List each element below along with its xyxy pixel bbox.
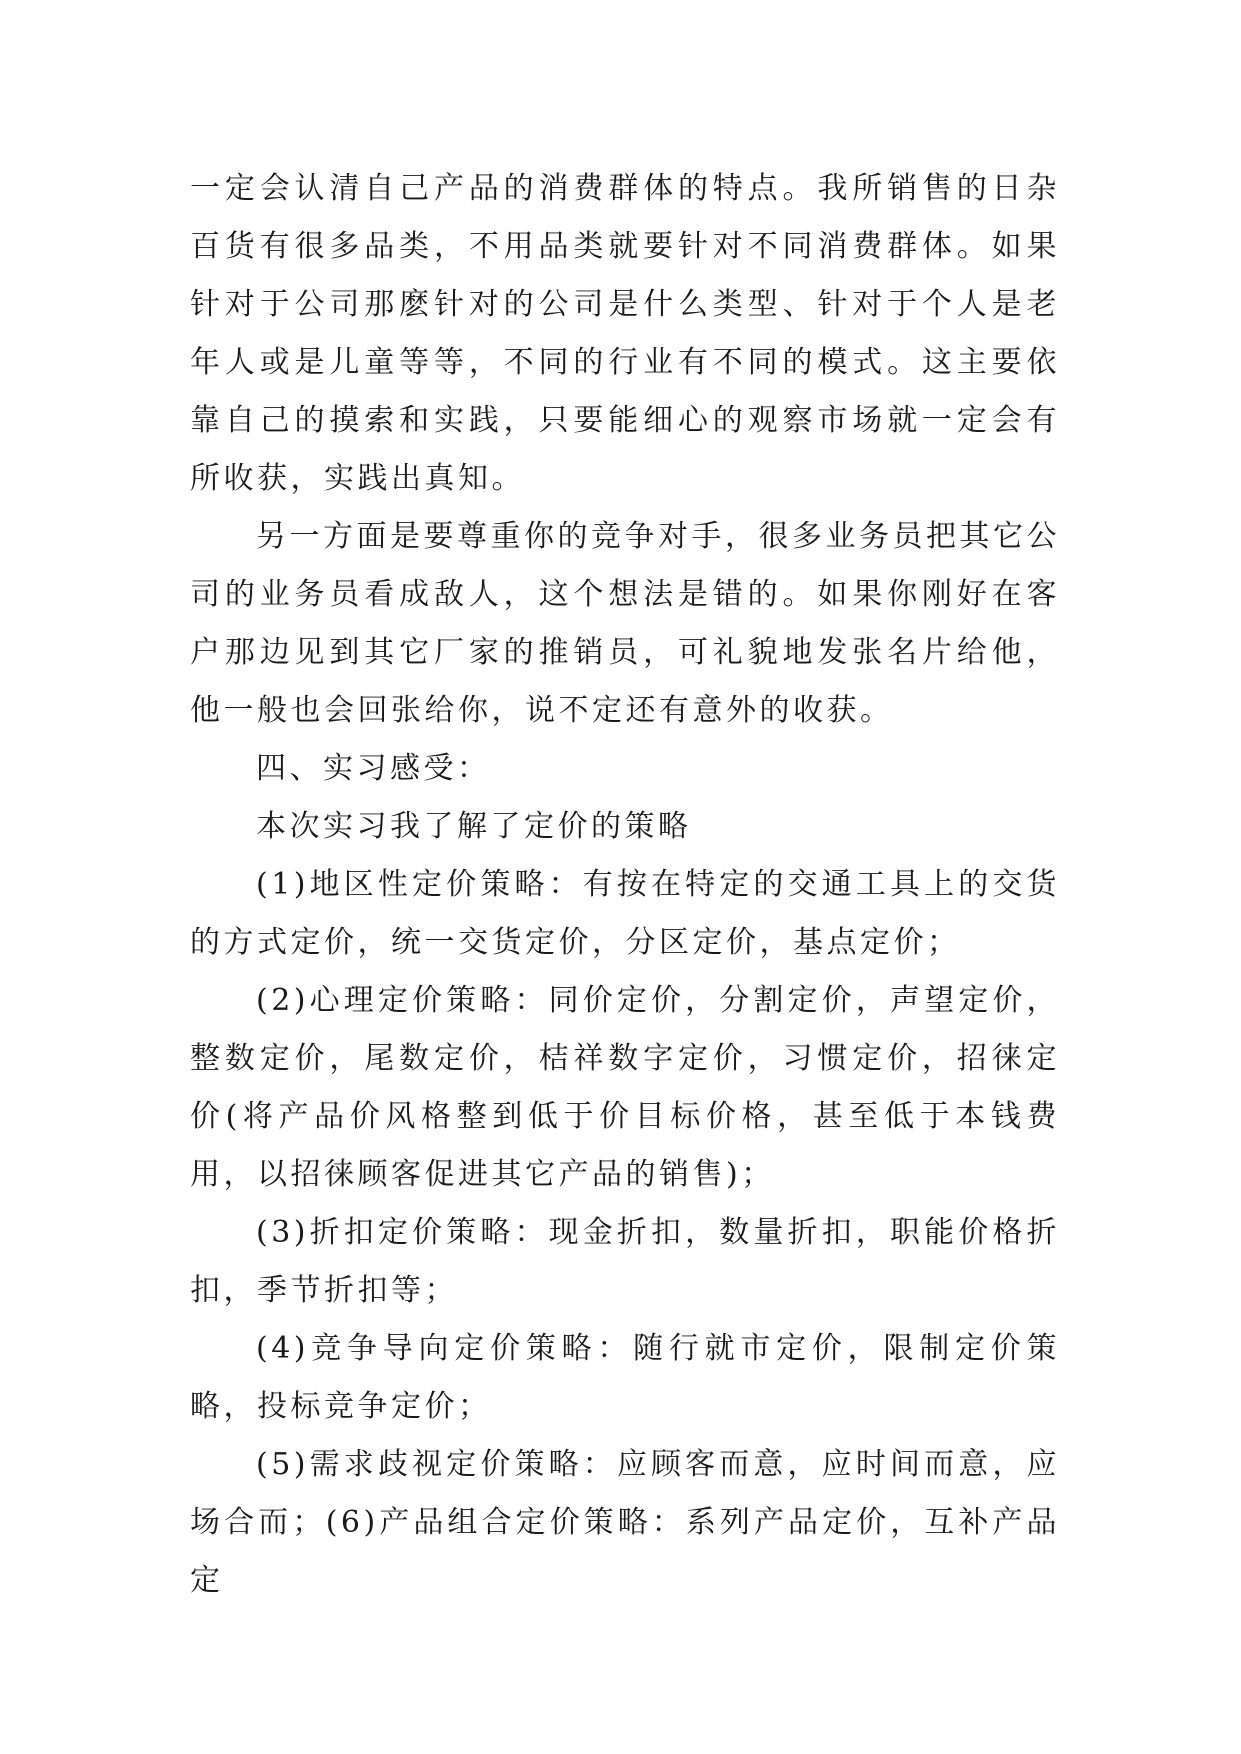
list-item-discount-pricing: (3)折扣定价策略：现金折扣，数量折扣，职能价格折扣，季节折扣等； [190, 1215, 1060, 1308]
list-item-competition-pricing: (4)竞争导向定价策略：随行就市定价，限制定价策略，投标竞争定价； [190, 1331, 1060, 1424]
document-page [190, 160, 1060, 1610]
list-item-regional-pricing: (1)地区性定价策略：有按在特定的交通工具上的交货的方式定价，统一交货定价，分区定价，基点定价； [190, 867, 1060, 960]
paragraph-consumer-groups: 一定会认清自己产品的消费群体的特点。我所销售的日杂百货有很多品类，不用品类就要针对不同消费群体。如果针对于公司那麽针对的公司是什么类型、针对于个人是老年人或是儿童等等，不同的行业有不同的模式。这主要依靠自己的摸索和实践，只要能细心的观察市场就一定会有所收获，实践出真知。 [190, 171, 1060, 496]
section-heading-internship-feelings: 四、实习感受： [256, 751, 491, 786]
list-item-psychological-pricing: (2)心理定价策略：同价定价，分割定价，声望定价，整数定价，尾数定价，桔祥数字定价，习惯定价，招徕定价(将产品价风格整到低于价目标价格，甚至低于本钱费用，以招徕顾客促进其它产品的销售)； [190, 983, 1060, 1192]
paragraph-competitors: 另一方面是要尊重你的竞争对手，很多业务员把其它公司的业务员看成敌人，这个想法是错的。如果你刚好在客户那边见到其它厂家的推销员，可礼貌地发张名片给他，他一般也会回张给你，说不定还有意外的收获。 [190, 519, 1060, 728]
list-item-demand-pricing: (5)需求歧视定价策略：应顾客而意，应时间而意，应场合而；(6)产品组合定价策略：系列产品定价，互补产品定 [190, 1447, 1060, 1598]
paragraph-pricing-intro: 本次实习我了解了定价的策略 [256, 809, 692, 844]
